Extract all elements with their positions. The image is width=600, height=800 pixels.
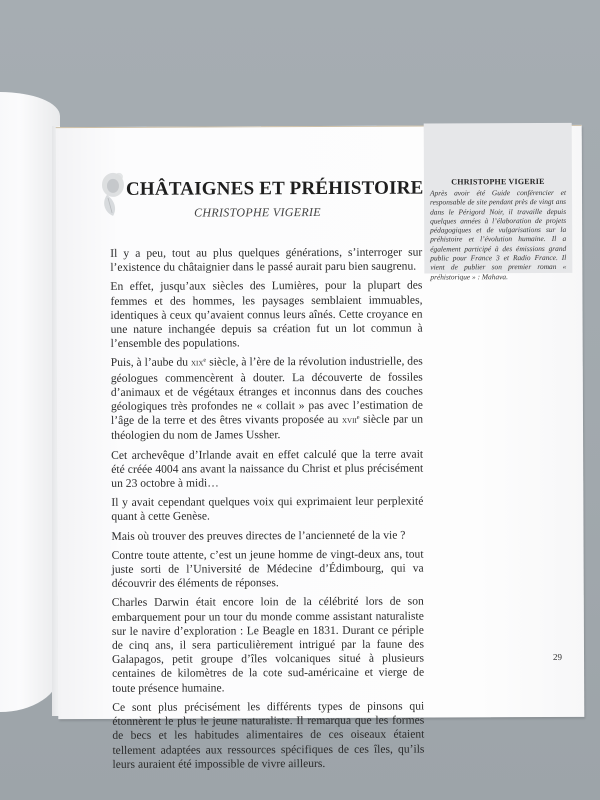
bio-author-name: CHRISTOPHE VIGERIE	[451, 177, 545, 187]
bio-text: Après avoir été Guide conférencier et responsable de site pendant près de vingt ans dans le Périgord Noir, il travaille depuis quelques années à l’élaboration de projets pédagogiques et de vulgarisations sur la préhistoire et l’évolution humaine. Il a également participé à des émissions grand public pour France 3 et Radio France. Il vient de publier son premier roman « préhistorique » : Mahava.	[429, 187, 567, 282]
paragraph: Contre toute attente, c’est un jeune homme de vingt-deux ans, tout juste sorti de l’Université de Médecine d’Édimbourg, qui va découvrir des éléments de réponses.	[111, 547, 424, 591]
article-title: CHÂTAIGNES ET PRÉHISTOIRE	[125, 177, 424, 200]
paragraph	[111, 355, 423, 444]
text-span: siècle par un théologien du nom de James Ussher.	[111, 412, 424, 443]
article-body	[110, 246, 424, 777]
page-number: 29	[553, 651, 563, 662]
century-numeral: xvii	[341, 415, 357, 427]
text-span: Puis, à l’aube du	[110, 355, 192, 370]
paragraph: Il y avait cependant quelques voix qui exprimaient leur perplexité quant à cette Genèse.	[111, 494, 424, 524]
article-header	[99, 174, 429, 220]
paragraph: Cet archevêque d’Irlande avait en effet calculé que la terre avait été créée 4004 ans avant la naissance du Christ et plus précisément un 23 octobre à midi…	[111, 447, 424, 490]
article-author: CHRISTOPHE VIGERIE	[194, 204, 321, 220]
paragraph: Il y a peu, tout au plus quelques générations, s’interroger sur l’existence du châtaignier dans le passé aurait paru bien saugrenu.	[110, 245, 423, 275]
ordinal-suffix: e	[203, 357, 207, 365]
paragraph: Ce sont plus précisément les différents types de pinsons qui étonnèrent le plus le jeune naturaliste. Il remarqua que les formes de becs et les habitudes alimentaires de ces oiseaux étaient tellement adaptées aux ressources spécifiques de ces îles, qu’ils leurs auraient été impossible de vivre ailleurs.	[112, 699, 425, 771]
paragraph: Mais où trouver des preuves directes de l’ancienneté de la vie ?	[111, 528, 406, 543]
paragraph: Charles Darwin était encore loin de la célébrité lors de son embarquement pour un tour du monde comme assistant naturaliste sur le navire d’exploration : Le Beagle en 1831. Durant ce périple de cinq ans, il sera particulièrement intrigué par la faune des Galapagos, petit groupe d’îles volcaniques situé à plusieurs centaines de kilomètres de la cote sud-américaine et vierge de toute présence humaine.	[111, 595, 425, 695]
ordinal-suffix: e	[356, 414, 360, 422]
text-span: siècle, à l’ère de la révolution industrielle, des géologues commencèrent à douter. La découverte de fossiles d’animaux et de végétaux étranges et inconnus dans des couches géologiques très profondes ne « collait » pas avec l’estimation de l’âge de la terre et des êtres vivants proposée au	[110, 354, 423, 428]
book-page	[56, 125, 585, 771]
author-bio-box	[424, 123, 573, 282]
century-numeral: xix	[190, 357, 204, 369]
left-page-edge	[0, 92, 60, 712]
paragraph: En effet, jusqu’aux siècles des Lumières, pour la plupart des femmes et des hommes, les paysages semblaient immuables, identiques à ceux qu’avaient connus leurs aînés. Cette croyance en une nature inchangée depuis sa création fut un lot commun à l’ensemble des populations.	[110, 278, 423, 351]
